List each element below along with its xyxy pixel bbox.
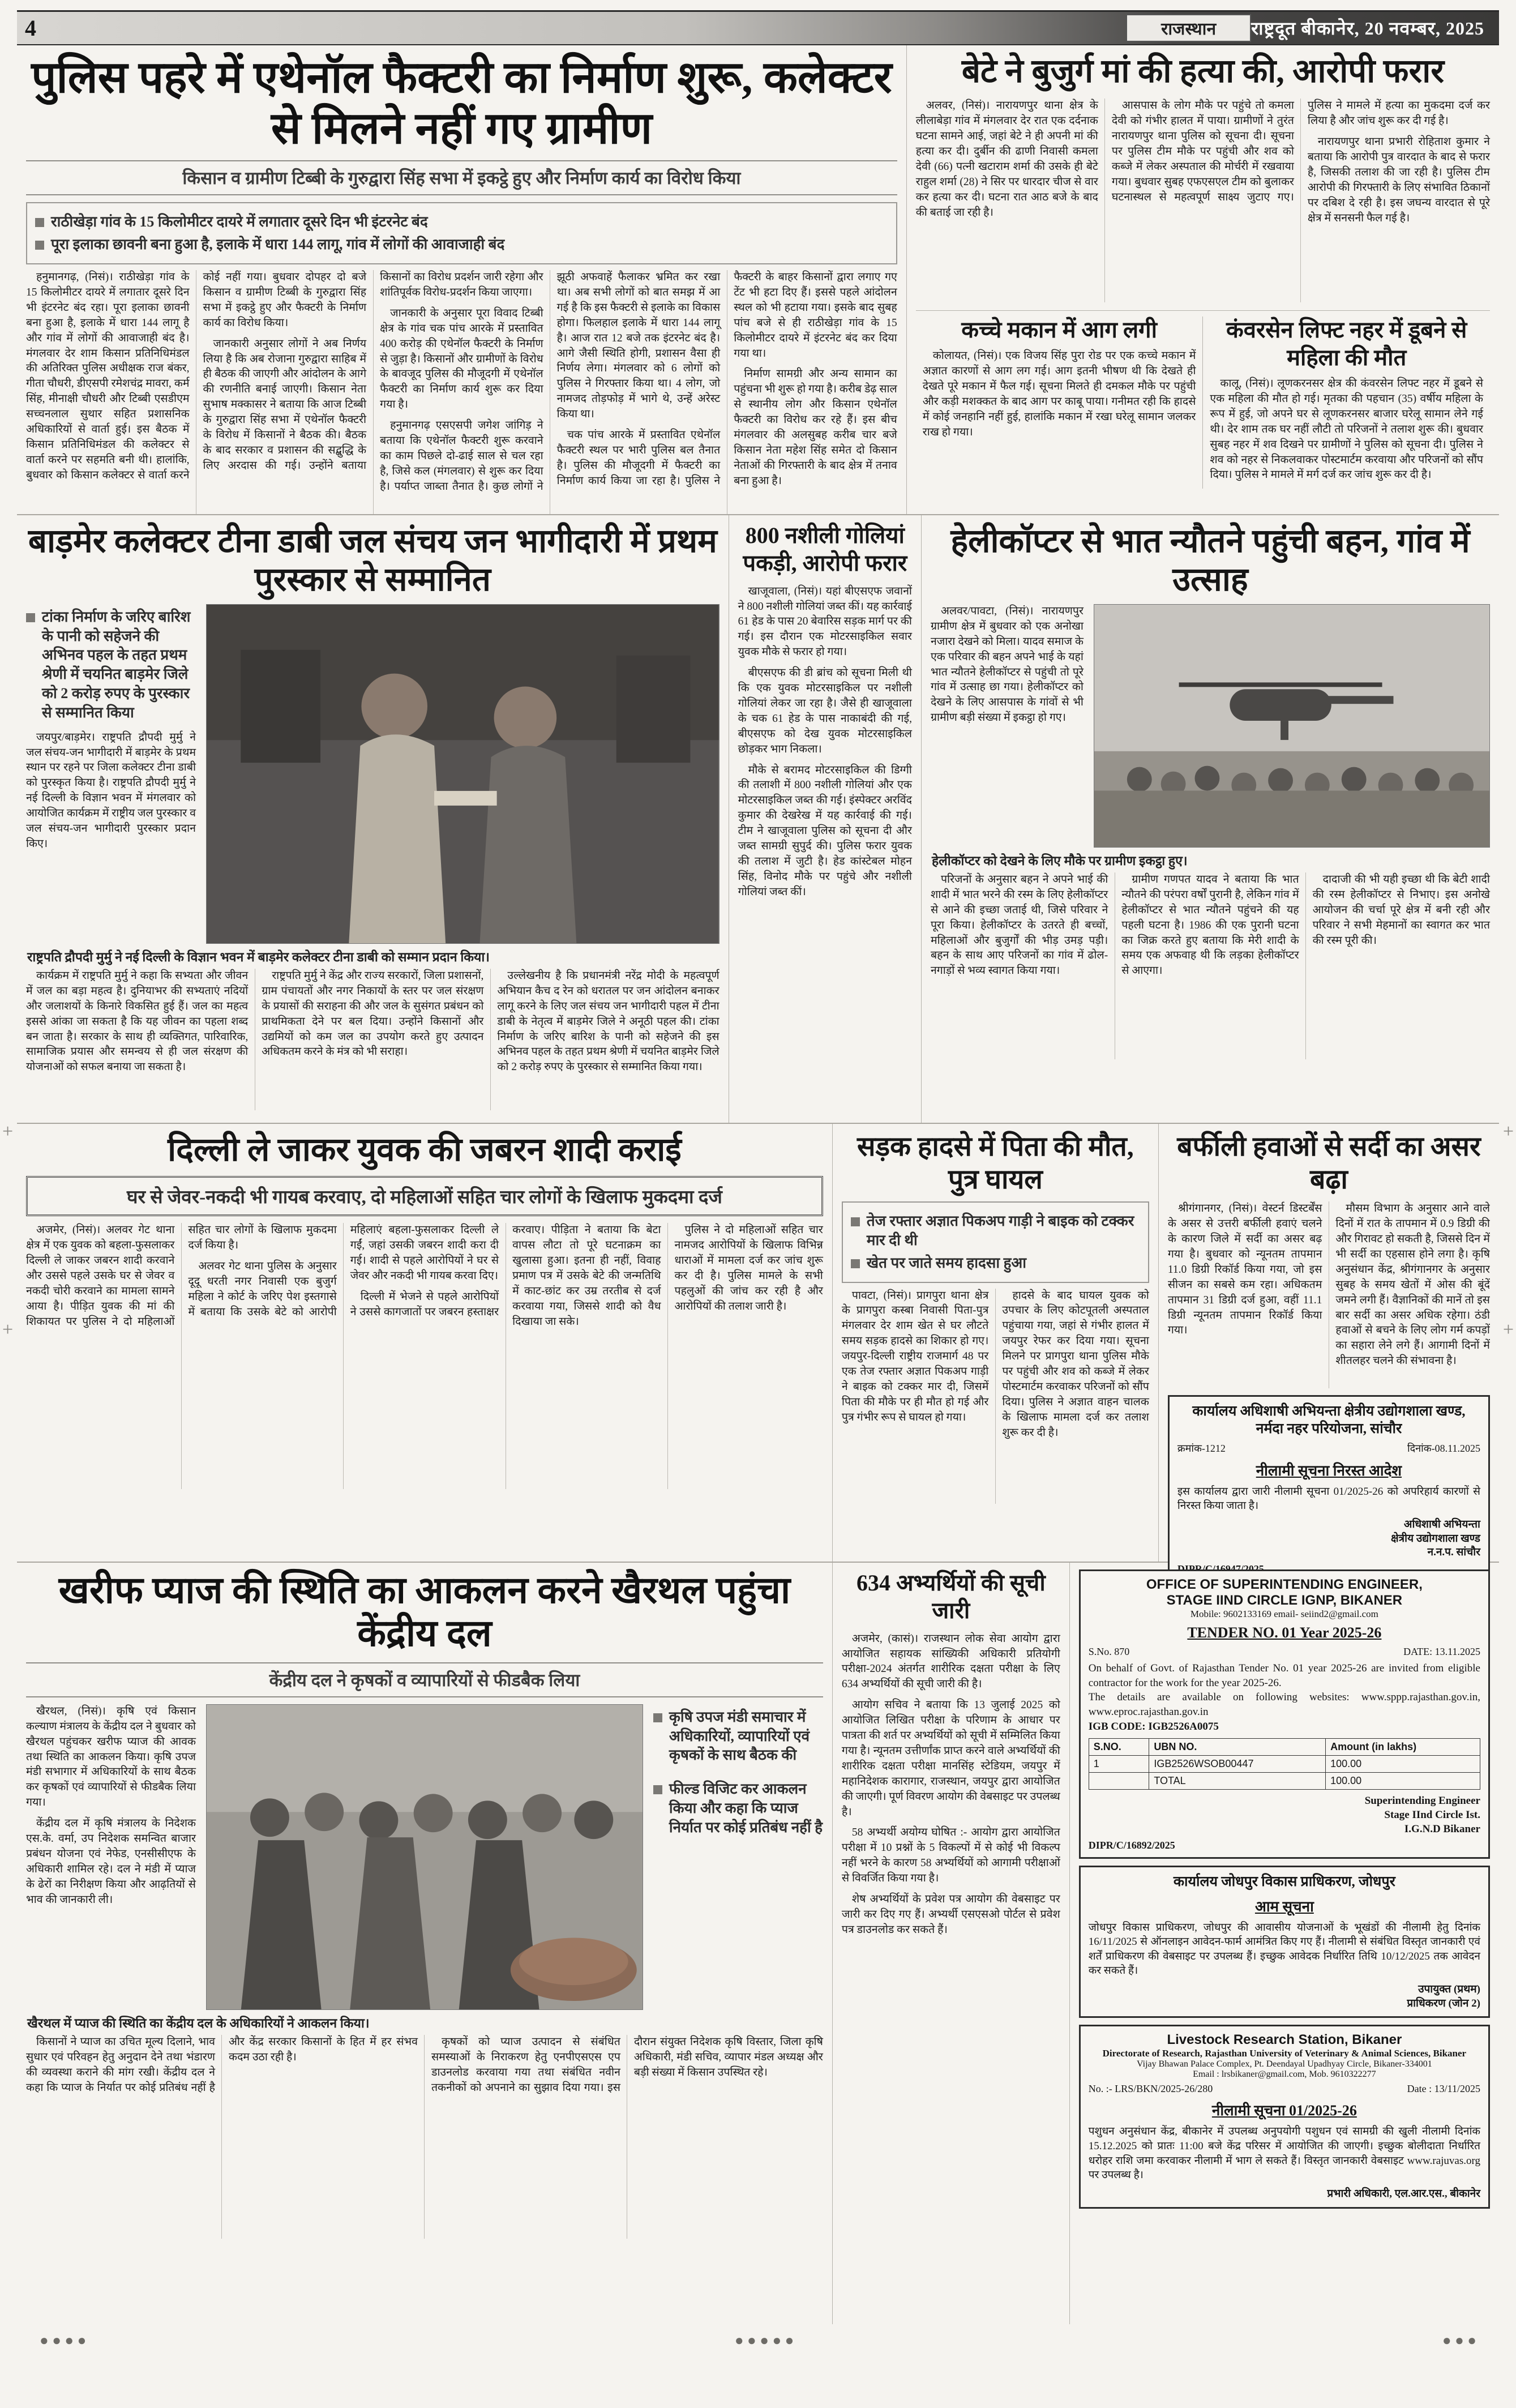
table-header: S.NO.	[1089, 1739, 1149, 1756]
article-ethanol-factory	[17, 45, 906, 514]
paragraph: दादाजी की भी यही इच्छा थी कि बेटी शादी की रस्म हेलीकॉप्टर से निभाए। इस अनोखे आयोजन की चर्चा पूरे क्षेत्र में बनी रही और परिवार ने सभी मेहमानों का स्वागत कर भात की रस्म पूरी की।	[1312, 873, 1490, 947]
paragraph: बीएसएफ की डी ब्रांच को सूचना मिली थी कि एक युवक मोटरसाइकिल पर नशीली गोलियां लेकर जा रहा है। जैसे ही खाजूवाला के चक 61 हेड के पास नाकाबंदी की गई, बीएसएफ को देख युवक मोटरसाइकिल छोड़कर भाग निकला।	[738, 667, 912, 755]
bullet-square-icon	[851, 1259, 860, 1268]
paragraph: पुलिस ने दो महिलाओं सहित चार नामजद आरोपियों के खिलाफ विभिन्न धाराओं में मामला दर्ज कर जांच शुरू कर दी है। पुलिस मामले के सभी पहलुओं की जांच कर रही है और आरोपियों की तलाश जारी है।	[674, 1224, 823, 1312]
notice-signature: प्रभारी अधिकारी, एल.आर.एस., बीकानेर	[1327, 2188, 1480, 2200]
paragraph: आसपास के लोग मौके पर पहुंचे तो कमला देवी को गंभीर हालत में पाया। ग्रामीणों ने तुरंत नारायणपुर थाना पुलिस को सूचना दी। सूचना पर पुलिस टीम मौके पर पहुंची और शव को कब्जे में लेकर अस्पताल की मोर्चरी में रखवाया गया। बुधवार सुबह एफएसएल टीम को बुलाकर घटनास्थल से महत्वपूर्ण साक्ष्य जुटाए गए। पुलिस ने मामले में हत्या का मुकदमा दर्ज कर लिया है और जांच शुरू कर दी गई है।	[1111, 100, 1490, 203]
paragraph: नारायणपुर थाना प्रभारी रोहिताश कुमार ने बताया कि आरोपी पुत्र वारदात के बाद से फरार है, जिसकी तलाश की जा रही है। पुलिस टीम आरोपी की गिरफ्तारी के लिए संभावित ठिकानों पर दबिश दे रही है। इस जघन्य वारदात से पूरे क्षेत्र में सनसनी फैल गई है।	[1307, 136, 1490, 224]
award-photo-illustration	[207, 605, 719, 943]
notice-date: DATE: 13.11.2025	[1403, 1646, 1480, 1657]
notice-column	[1069, 1563, 1499, 2324]
article-subhead: घर से जेवर-नकदी भी गायब करवाए, दो महिलाओं सहित चार लोगों के खिलाफ मुकदमा दर्ज	[26, 1176, 823, 1216]
notice-office: OFFICE OF SUPERINTENDING ENGINEER,	[1146, 1577, 1423, 1592]
bullet-square-icon	[653, 1785, 662, 1794]
table-cell: IGB2526WSOB00447	[1149, 1756, 1326, 1773]
notice-contact: Mobile: 9602133169 email- seiind2@gmail.com	[1190, 1609, 1378, 1619]
paragraph: ग्रामीण गणपत यादव ने बताया कि भात न्यौतने की परंपरा वर्षों पुरानी है, लेकिन गांव में हेलीकॉप्टर से भात न्यौतने पहुंचने की यह पहली घटना है। 1986 की एक पुरानी घटना का जिक्र करते हुए बताया कि मेरी शादी के समय एक अफवाह थी कि लड़का हेलीकॉप्टर से आएगा।	[1121, 873, 1299, 977]
paragraph: मौके से बरामद मोटरसाइकिल की डिग्गी की तलाशी में 800 नशीली गोलियां और एक मोटरसाइकिल जब्त की गई। इंस्पेक्टर अरविंद कुमार की देखरेख में यह कार्रवाई की गई। टीम ने खाजूवाला पुलिस को सूचना दी और जब्त सामग्री सुपुर्द की। पुलिस फरार युवक की तलाश में जुटी है। हेड कांस्टेबल मोहन सिंह, विनोद मौके पर पहुंचे और नशीली गोलियां जब्त कीं।	[738, 764, 912, 898]
highlight-item	[35, 212, 888, 232]
notice-signature: क्षेत्रीय उद्योगशाला खण्ड	[1391, 1532, 1480, 1545]
notice-dipr-number: DIPR/C/16892/2025	[1088, 1840, 1175, 1851]
notice-office: कार्यालय जोधपुर विकास प्राधिकरण, जोधपुर	[1173, 1874, 1395, 1890]
highlight-item	[653, 1708, 823, 1765]
bullet-square-icon	[26, 613, 35, 622]
table-cell: 1	[1089, 1756, 1149, 1773]
paragraph: खाजूवाला, (निसं)। यहां बीएसएफ जवानों ने 800 नशीली गोलियां जब्त कीं। यह कार्रवाई 61 हेड के पास 20 बेवारिस सड़क मार्ग पर की गई। इस दौरान एक मोटरसाइकिल सवार युवक मौके से फरार हो गया।	[738, 585, 912, 658]
highlight-box	[26, 202, 897, 264]
table-cell: TOTAL	[1149, 1773, 1326, 1790]
highlight-column	[26, 604, 196, 944]
article-body	[1168, 1201, 1490, 1388]
paragraph: दिल्ली में भेजने से पहले आरोपियों ने उससे कागजातों पर जबरन हस्ताक्षर करवाए। पीड़िता ने बताया कि बेटा वापस लौटा तो पूरे घटनाक्रम का खुलासा हुआ। इतना ही नहीं, विवाह प्रमाण पत्र में उसके बेटे की जन्मतिथि में काट-छांट कर उम्र तरतीब से दर्ज करवाया गया, जिससे शादी को वैध दिखाया जा सके।	[350, 1224, 661, 1328]
paragraph: खैरथल, (निसं)। कृषि एवं किसान कल्याण मंत्रालय के केंद्रीय दल ने बुधवार को खैरथल पहुंचकर खरीफ प्याज की आवक तथा स्थिति का आकलन किया। कृषि उपज मंडी सभागार में अधिकारियों के साथ बैठक कर कृषकों एवं व्यापारियों से फीडबैक लिया गया।	[26, 1705, 196, 1809]
notice-title: TENDER NO. 01 Year 2025-26	[1187, 1624, 1382, 1641]
bullet-square-icon	[851, 1217, 860, 1226]
paragraph: अजमेर, (कासं)। राजस्थान लोक सेवा आयोग द्वारा आयोजित सहायक सांख्यिकी अधिकारी प्रतियोगी परीक्षा-2024 अंतर्गत शारीरिक दक्षता परीक्षा के लिए 634 अभ्यर्थियों की सूची जारी की है।	[841, 1632, 1060, 1691]
table-row	[1089, 1756, 1480, 1773]
right-column-row3	[1158, 1124, 1499, 1562]
notice-office: STAGE IIND CIRCLE IGNP, BIKANER	[1166, 1593, 1403, 1608]
paragraph: चक पांच आरके में प्रस्तावित एथेनॉल फैक्टरी स्थल पर भारी पुलिस बल तैनात है। पुलिस की मौजूदगी में फैक्टरी का निर्माण कार्य किया जा रहा है। पुलिस ने फैक्टरी के बाहर किसानों द्वारा लगाए गए टेंट भी हटा दिए हैं। इससे पहले आंदोलन स्थल को भी हटाया गया। इसके बाद सुबह पांच बजे से ही राठीखेड़ा गांव के 15 किलोमीटर दायरे में इंटरनेट बंद कर दिया गया था।	[556, 271, 897, 487]
notice-signature: उपायुक्त (प्रथम)	[1418, 1983, 1480, 1996]
paragraph: आयोग सचिव ने बताया कि 13 जुलाई 2025 को आयोजित लिखित परीक्षा के परिणाम के आधार पर पात्रता की शर्त पर अभ्यर्थियों को सूची में सम्मिलित किया गया है। न्यूनतम उत्तीर्णांक प्राप्त करने वाले अभ्यर्थियों की शारीरिक दक्षता परीक्षा मानसिंह स्टेडियम, जयपुर में महानिदेशक कारागार, राजस्थान, जयपुर द्वारा आयोजित की जाएगी। पूर्ण विवरण आयोग की वेबसाइट पर उपलब्ध है।	[841, 1699, 1060, 1818]
bullet-square-icon	[35, 241, 44, 250]
notice-signature: अधिशाषी अभियन्ता	[1403, 1518, 1480, 1530]
notice-jodhpur-development	[1079, 1866, 1490, 2018]
notice-sanchore-cancellation	[1168, 1395, 1490, 1582]
article-body	[738, 584, 912, 900]
article-house-fire	[916, 316, 1203, 489]
article-body	[1210, 377, 1483, 483]
table-row	[1089, 1773, 1480, 1790]
article-forced-marriage	[17, 1124, 832, 1562]
photo-caption: राष्ट्रपति द्रौपदी मुर्मु ने नई दिल्ली के विज्ञान भवन में बाड़मेर कलेक्टर टीना डाबी को सम्मान प्रदान किया।	[27, 949, 490, 964]
paragraph: अलवर/पावटा, (निसं)। नारायणपुर ग्रामीण क्षेत्र में बुधवार को एक अनोखा नजारा देखने को मिला। यादव समाज के एक परिवार की बहन अपने भाई के यहां भात न्यौतने हेलीकॉप्टर से पहुंची तो पूरे गांव में उत्साह छा गया। हेलीकॉप्टर को देखने के लिए आसपास के गांवों से भी ग्रामीण बड़ी संख्या में इकट्ठा हो गए।	[930, 605, 1084, 724]
photo-caption: हेलीकॉप्टर को देखने के लिए मौके पर ग्रामीण इकट्ठा हुए।	[931, 853, 1188, 868]
paragraph: निर्माण सामग्री और अन्य सामान का पहुंचना भी शुरू हो गया है। करीब डेढ़ साल से स्थानीय लोग और किसान एथेनॉल फैक्टरी का विरोध कर रहे हैं। इस बीच मंगलवार की अलसुबह करीब चार बजे किसान नेता महेश सिंह समेत दो किसान नेताओं की गिरफ्तारी के बाद क्षेत्र में तनाव बना हुआ है।	[734, 368, 897, 487]
article-body-continued	[26, 969, 720, 1110]
notice-ref: क्रमांक-1212	[1177, 1442, 1226, 1454]
article-candidates-list	[832, 1563, 1069, 2324]
article-body-continued	[26, 2035, 823, 2239]
paragraph: अलवर गेट थाना पुलिस के अनुसार दूदू धरती नगर निवासी एक बुजुर्ग महिला ने कोर्ट के जरिए पेश इस्तगासे में बताया कि उसके बेटे को आरोपी महिलाएं बहला-फुसलाकर दिल्ली ले गईं, जहां उसकी जबरन शादी करा दी गई। शादी से पहले आरोपियों ने घर से जेवर और नकदी भी गायब करवा दिए।	[188, 1224, 499, 1318]
highlight-text: राठीखेड़ा गांव के 15 किलोमीटर दायरे में लगातार दूसरे दिन भी इंटरनेट बंद	[51, 213, 428, 230]
paragraph: परिजनों के अनुसार बहन ने अपने भाई की शादी में भात भरने की रस्म के लिए हेलीकॉप्टर से आने की इच्छा जताई थी, जिसे परिवार ने पूरा किया। हेलीकॉप्टर के उतरते ही बच्चों, महिलाओं और बुजुर्गों की भीड़ उमड़ पड़ी। बहन के साथ आए परिजनों का गांव में ढोल-नगाड़ों से भव्य स्वागत किया गया।	[930, 873, 1108, 977]
highlight-item	[653, 1780, 823, 1837]
article-body	[916, 99, 1490, 302]
article-tina-dabi-award	[17, 515, 729, 1123]
photo-award-ceremony	[206, 604, 720, 944]
article-headline: पुलिस पहरे में एथेनॉल फैक्टरी का निर्माण शुरू, कलेक्टर से मिलने नहीं गए ग्रामीण	[31, 53, 892, 153]
helicopter-photo-illustration	[1094, 605, 1489, 847]
paragraph: जानकारी अनुसार लोगों ने अब निर्णय लिया है कि अब रोजाना गुरुद्वारा साहिब में ही बैठक की जाएगी और आंदोलन के आगे की रणनीति बनाई जाएगी। किसान नेता सुभाष मक्कासर ने बताया कि आज टिब्बी के गुरुद्वारा सिंह सभा में एथेनॉल फैक्टरी के विरोध में किसानों ने बैठक की। बैठक के बाद सरकार व प्रशासन की सद्बुद्धि के लिए अरदास की गई। उन्होंने बताया किसानों का विरोध प्रदर्शन जारी रहेगा और शांतिपूर्वक विरोध-प्रदर्शन किया जाएगा।	[203, 271, 543, 472]
article-subhead: किसान व ग्रामीण टिब्बी के गुरुद्वारा सिंह सभा में इकट्ठे हुए और निर्माण कार्य का विरोध किया	[26, 160, 897, 195]
notice-office: Livestock Research Station, Bikaner	[1167, 2032, 1402, 2048]
section-title: राजस्थान	[1126, 14, 1251, 42]
page-number: 4	[25, 15, 36, 41]
photo-onion-market-visit	[206, 1704, 643, 2010]
notice-body: जोधपुर विकास प्राधिकरण, जोधपुर की आवासीय योजनाओं के भूखंडों की नीलामी हेतु दिनांक 16/11/2025 से ऑनलाइन आवेदन-फार्म आमंत्रित किए गए हैं। नीलामी से संबंधित विस्तृत जानकारी एवं शर्तें प्राधिकरण की वेबसाइट पर उपलब्ध हैं। इच्छुक आवेदक निर्धारित तिथि 10/12/2025 तक आवेदन कर सकते हैं।	[1088, 1921, 1480, 1977]
table-cell	[1089, 1773, 1149, 1790]
notice-signature: न.न.प. सांचौर	[1427, 1546, 1480, 1559]
article-body	[26, 730, 196, 852]
article-headline: दिल्ली ले जाकर युवक की जबरन शादी कराई	[168, 1131, 682, 1168]
table-cell: 100.00	[1326, 1773, 1480, 1790]
notice-signature: I.G.N.D Bikaner	[1404, 1823, 1480, 1835]
paragraph: अजमेर, (निसं)। अलवर गेट थाना क्षेत्र में एक युवक को बहला-फुसलाकर दिल्ली ले जाकर जबरन शादी करवाने और उससे पहले उसके घर से जेवर व नकदी चोरी करवाने का मामला सामने आया है। पीड़ित युवक की मां की शिकायत पर पुलिस ने दो महिलाओं सहित चार लोगों के खिलाफ मुकदमा दर्ज किया है।	[26, 1224, 337, 1328]
highlight-text: टांका निर्माण के जरिए बारिश के पानी को सहेजने की अभिनव पहल के तहत प्रथम श्रेणी में चयनित बाड़मेर जिले को 2 करोड़ रुपए के पुरस्कार से सम्मानित किया	[42, 608, 191, 721]
article-body	[923, 349, 1196, 440]
article-body	[26, 1223, 823, 1489]
article-headline: बाड़मेर कलेक्टर टीना डाबी जल संचय जन भागीदारी में प्रथम पुरस्कार से सम्मानित	[28, 523, 717, 598]
article-cold-wave	[1168, 1131, 1490, 1388]
paragraph: कार्यक्रम में राष्ट्रपति मुर्मु ने कहा कि सभ्यता और जीवन में जल का बड़ा महत्व है। दुनियाभर की सभ्यताएं नदियों और जलाशयों के किनारे विकसित हुई हैं। जल का महत्व इससे आंका जा सकता है कि यह जीवन का पहला शब्द बन जाता है। सरकार के साथ ही व्यक्तिगत, पारिवारिक, सामाजिक प्रयास और समन्वय से ही जल संरक्षण की योजनाओं को सफल बनाया जा सकता है।	[26, 969, 249, 1073]
notice-serial: S.No. 870	[1088, 1646, 1130, 1657]
notice-igb-code: IGB CODE: IGB2526A0075	[1088, 1720, 1219, 1733]
article-headline: कच्चे मकान में आग लगी	[961, 317, 1157, 343]
paragraph: हनुमानगढ़, (निसं)। राठीखेड़ा गांव के 15 किलोमीटर दायरे में लगातार दूसरे दिन भी इंटरनेट बंद रहा। पूरा इलाका छावनी बना हुआ है, इलाके में धारा 144 लागू है और गांव में लोगों की आवाजाही बंद है। मंगलवार देर शाम किसान प्रतिनिधिमंडल की अतिरिक्त पुलिस अधीक्षक राज बंकर, गीता चौधरी, डीएसपी रमेशचंद्र मावरा, कर्म सिंह, मीनाक्षी चौधरी और टिब्बी एसडीएम सच्चनलाल सुथार सहित प्रशासनिक अधिकारियों से वार्ता हुई। इस बैठक में किसान प्रतिनिधिमंडल की कलेक्टर से वार्ता करने पर सहमति बनी थी। हालांकि, बुधवार को किसान कलेक्टर से वार्ता करने कोई नहीं गया। बुधवार दोपहर दो बजे किसान व ग्रामीण टिब्बी के गुरुद्वारा सिंह सभा में इकट्ठे हुए और फैक्टरी के निर्माण कार्य का विरोध किया।	[26, 271, 367, 481]
edition-date: राष्ट्रदूत बीकानेर, 20 नवम्बर, 2025	[1251, 18, 1484, 39]
notice-ignp-tender	[1079, 1569, 1490, 1859]
article-headline: 634 अभ्यर्थियों की सूची जारी	[856, 1570, 1046, 1623]
notice-date: दिनांक-08.11.2025	[1407, 1442, 1480, 1454]
notice-signature: प्राधिकरण (जोन 2)	[1407, 1997, 1480, 2009]
article-headline: कंवरसेन लिफ्ट नहर में डूबने से महिला की मौत	[1226, 317, 1467, 371]
notice-contact: Email : lrsbikaner@gmail.com, Mob. 9610322277	[1193, 2069, 1376, 2080]
paragraph: जयपुर/बाड़मेर। राष्ट्रपति द्रौपदी मुर्मु ने जल संचय-जन भागीदारी में बाड़मेर के प्रथम स्थान पर रहने पर जिला कलेक्टर टीना डाबी को पुरस्कृत किया है। राष्ट्रपति द्रौपदी मुर्मु ने नई दिल्ली के विज्ञान भवन में मंगलवार को आयोजित कार्यक्रम में राष्ट्रीय जल पुरस्कार व जल संचय-जन भागीदारी पुरस्कार प्रदान किए।	[26, 731, 196, 850]
table-cell: 100.00	[1326, 1756, 1480, 1773]
article-body	[931, 604, 1084, 848]
article-body	[26, 1704, 196, 2010]
article-body	[842, 1632, 1060, 1938]
highlight-item	[26, 608, 196, 722]
registration-mark: +	[1502, 1121, 1514, 1142]
article-helicopter-bhaat	[921, 515, 1499, 1123]
notice-title: नीलामी सूचना 01/2025-26	[1211, 2102, 1357, 2119]
paragraph: कोलायत, (निसं)। एक विजय सिंह पुरा रोड पर एक कच्चे मकान में अज्ञात कारणों से आग लग गई। आग इतनी भीषण थी कि देखते ही देखते पूरे मकान में फैल गई। सूचना मिलते ही दमकल मौके पर पहुंची और कड़ी मशक्कत के बाद आग पर काबू पाया। गनीमत रही कि हादसे में कोई जनहानि नहीं हुई, हालांकि मकान में रखा घरेलू सामान जलकर राख हो गया।	[922, 350, 1196, 438]
notice-body: On behalf of Govt. of Rajasthan Tender No. 01 year 2025-26 are invited from eligible contractor for the work for the year 2025-26.	[1088, 1662, 1480, 1689]
highlight-item	[851, 1212, 1140, 1250]
article-headline: 800 नशीली गोलियां पकड़ी, आरोपी फरार	[743, 523, 907, 576]
print-registration-dots: ● ● ● ● ●	[734, 2332, 794, 2349]
notice-ref: No. :- LRS/BKN/2025-26/280	[1088, 2083, 1213, 2095]
notice-signature: Stage IInd Circle Ist.	[1384, 1808, 1480, 1821]
article-road-accident	[832, 1124, 1158, 1562]
notice-department: Directorate of Research, Rajasthan University of Veterinary & Animal Sciences, Bikaner	[1102, 2048, 1467, 2059]
notice-office: कार्यालय अधिशाषी अभियन्ता क्षेत्रीय उद्योगशाला खण्ड, नर्मदा नहर परियोजना, सांचौर	[1192, 1404, 1466, 1437]
article-headline: बेटे ने बुजुर्ग मां की हत्या की, आरोपी फरार	[961, 53, 1444, 89]
article-headline: बर्फीली हवाओं से सर्दी का असर बढ़ा	[1177, 1132, 1481, 1195]
paragraph: श्रीगंगानगर, (निसं)। वेस्टर्न डिस्टर्बेंस के असर से उत्तरी बर्फीली हवाएं चलने के कारण जिले में सर्दी का असर बढ़ गया है। बुधवार को न्यूनतम तापमान 11.0 डिग्री रिकॉर्ड किया गया, जो इस सीजन का सबसे कम रहा। अधिकतम तापमान 31 डिग्री दर्ज हुआ, वहीं 11.1 डिग्री न्यूनतम तापमान रिकॉर्ड किया गया।	[1167, 1203, 1322, 1337]
bullet-square-icon	[653, 1713, 662, 1722]
article-body-continued	[931, 872, 1490, 1059]
paragraph: हादसे के बाद घायल युवक को उपचार के लिए कोटपूतली अस्पताल पहुंचाया गया, जहां से गंभीर हालत में जयपुर रेफर कर दिया गया। सूचना मिलने पर प्रागपुरा थाना पुलिस मौके पर पहुंची और शव को कब्जे में लेकर पोस्टमार्टम करवाकर परिजनों को सौंप दिया। पुलिस ने अज्ञात वाहन चालक के खिलाफ मामला दर्ज कर तलाश शुरू कर दी है।	[1002, 1289, 1149, 1439]
article-headline: सड़क हादसे में पिता की मौत, पुत्र घायल	[857, 1132, 1134, 1195]
photo-helicopter-crowd	[1094, 604, 1490, 848]
table-header: Amount (in lakhs)	[1326, 1739, 1480, 1756]
paragraph: कृषकों को प्याज उत्पादन से संबंधित समस्याओं के निराकरण हेतु एनपीएसएस एप डाउनलोड करवाया गया तथा संबंधित नवीन तकनीकों को अपनाने का सुझाव दिया गया। इस दौरान संयुक्त निदेशक कृषि विस्तार, जिला कृषि अधिकारी, मंडी सचिव, व्यापार मंडल अध्यक्ष और बड़ी संख्या में किसान उपस्थित रहे।	[431, 2035, 823, 2094]
page-header	[17, 10, 1499, 45]
paragraph: कालू, (निसं)। लूणकरनसर क्षेत्र की कंवरसेन लिफ्ट नहर में डूबने से एक महिला की मौत हो गई। मृतका की पहचान (35) वर्षीय महिला के रूप में हुई, जो अपने घर से लूणकरनसर बाजार घरेलू सामान लेने गई थी। देर शाम तक घर नहीं लौटी तो परिजनों ने तलाश शुरू की। बुधवार सुबह नहर में शव दिखने पर ग्रामीणों ने पुलिस को सूचना दी। पुलिस ने शव को नहर से निकलवाकर पोस्टमार्टम करवाया और परिजनों को सौंप दिया। पुलिस ने मामले में मर्ग दर्ज कर जांच शुरू कर दी है।	[1210, 378, 1483, 481]
article-headline: हेलीकॉप्टर से भात न्यौतने पहुंची बहन, गांव में उत्साह	[950, 523, 1470, 598]
notice-body: इस कार्यालय द्वारा जारी नीलामी सूचना 01/2025-26 को अपरिहार्य कारणों से निरस्त किया जाता है।	[1177, 1485, 1480, 1512]
notice-livestock-auction	[1079, 2025, 1490, 2208]
paragraph: अलवर, (निसं)। नारायणपुर थाना क्षेत्र के लीलाबेड़ा गांव में मंगलवार देर रात एक दर्दनाक घटना सामने आई, जहां बेटे ने ही अपनी मां की हत्या कर दी। दुर्बीन की ढाणी निवासी कमला देवी (66) पत्नी खटाराम शर्मा की उसके ही बेटे राहुल शर्मा (28) ने सिर पर धारदार चीज से वार कर हत्या कर दी। घटना रात आठ बजे के बाद की बताई जा रही है।	[915, 100, 1098, 219]
table-header: UBN NO.	[1149, 1739, 1326, 1756]
paragraph: शेष अभ्यर्थियों के प्रवेश पत्र आयोग की वेबसाइट पर जारी कर दिए गए हैं। अभ्यर्थी एसएसओ पोर्टल से प्रवेश पत्र डाउनलोड कर सकते हैं।	[841, 1893, 1060, 1936]
highlight-item	[35, 235, 888, 254]
highlight-text: फील्ड विजिट कर आकलन किया और कहा कि प्याज निर्यात पर कोई प्रतिबंध नहीं है	[669, 1781, 823, 1836]
article-body	[842, 1289, 1149, 1504]
highlight-text: पूरा इलाका छावनी बना हुआ है, इलाके में धारा 144 लागू, गांव में लोगों की आवाजाही बंद	[51, 236, 505, 253]
notice-signature: Superintending Engineer	[1364, 1795, 1480, 1807]
bullet-square-icon	[35, 218, 44, 227]
photo-caption: खैरथल में प्याज की स्थिति का केंद्रीय दल के अधिकारियों ने आकलन किया।	[27, 2016, 370, 2030]
notice-body: पशुधन अनुसंधान केंद्र, बीकानेर में उपलब्ध अनुपयोगी पशुधन एवं सामग्री की खुली नीलामी दिनांक 15.12.2025 को प्रातः 11:00 बजे केंद्र परिसर में आयोजित की जाएगी। इच्छुक बोलीदाता निर्धारित धरोहर राशि जमा करवाकर नीलामी में भाग ले सकते हैं। विस्तृत जानकारी वेबसाइट www.rajuvas.org पर उपलब्ध है।	[1088, 2125, 1480, 2182]
paragraph: उल्लेखनीय है कि प्रधानमंत्री नरेंद्र मोदी के महत्वपूर्ण अभियान कैच द रेन को धरातल पर जन आंदोलन बनाकर लागू करने के लिए जल संचय जन भागीदारी पहल में टीना डाबी के नेतृत्व में बाड़मेर जिले ने अनूठी पहल की। टांका निर्माण के जरिए बारिश के पानी को सहेजने की इस अभिनव पहल के तहत प्रथम श्रेणी में चयनित बाड़मेर जिले को 2 करोड़ रुपए के पुरस्कार से सम्मानित किया गया।	[497, 969, 720, 1073]
article-onion-assessment	[17, 1563, 832, 2324]
article-subhead: केंद्रीय दल ने कृषकों व व्यापारियों से फीडबैक लिया	[26, 1662, 823, 1697]
article-drug-pills-seized	[729, 515, 921, 1123]
paragraph: जानकारी के अनुसार पूरा विवाद टिब्बी क्षेत्र के गांव चक पांच आरके में प्रस्तावित 400 करोड़ की एथेनॉल फैक्टरी के निर्माण से जुड़ा है। किसानों और ग्रामीणों के विरोध के बावजूद पुलिस की मौजूदगी में एथेनॉल फैक्टरी का निर्माण कार्य शुरू कर दिया गया है।	[380, 307, 543, 411]
highlight-item	[851, 1254, 1140, 1273]
paragraph: हनुमानगढ़ एसएसपी जगेश जांगिड़ ने बताया कि एथेनॉल फैक्टरी शुरू करवाने का काम पिछले दो-ढाई साल से चल रहा है, जिसे कल (मंगलवार) से शुरू कर दिया है। पर्याप्त जाब्ता तैनात है। कुछ लोगों ने झूठी अफवाहें फैलाकर भ्रमित कर रखा था। अब सभी लोगों को बात समझ में आ गई है कि इस फैक्टरी से इलाके का विकास होगा। फिलहाल इलाके में धारा 144 लागू है। आज रात 12 बजे तक इंटरनेट बंद है। आगे जैसी स्थिति होगी, प्रशासन वैसा ही निर्णय लेगा। मंगलवार को 6 लोगों को पुलिस ने गिरफ्तार किया था। 4 लोग, जो नामजद तोड़फोड़ में भागे थे, उन्हें अरेस्ट किया था।	[380, 271, 721, 493]
registration-mark: +	[2, 1319, 14, 1340]
notice-date: Date : 13/11/2025	[1407, 2083, 1480, 2095]
tender-table	[1089, 1738, 1480, 1790]
paragraph: मौसम विभाग के अनुसार आने वाले दिनों में रात के तापमान में 0.9 डिग्री की और गिरावट हो सकती है, जिससे दिन में भी सर्दी का एहसास होने लगा है। कृषि अनुसंधान केंद्र, श्रीगंगानगर के अनुसार सुबह के समय खेतों में ओस की बूंदें जमने लगी हैं। वैज्ञानिकों की मानें तो इस बार सर्दी का असर अधिक रहेगा। ठंडी हवाओं से बचने के लिए लोग गर्म कपड़ों का सहारा लेने लगे हैं। आगामी दिनों में शीतलहर चलने की संभावना है।	[1335, 1203, 1490, 1367]
highlight-column	[653, 1704, 823, 2010]
highlight-text: तेज रफ्तार अज्ञात पिकअप गाड़ी ने बाइक को टक्कर मार दी थी	[866, 1213, 1134, 1248]
notice-title: नीलामी सूचना निरस्त आदेश	[1256, 1462, 1402, 1479]
registration-mark: +	[2, 1121, 14, 1142]
article-headline: खरीफ प्याज की स्थिति का आकलन करने खैरथल पहुंचा केंद्रीय दल	[58, 1570, 791, 1654]
article-body	[26, 270, 897, 514]
notice-websites: The details are available on following websites: www.sppp.rajasthan.gov.in, www.eproc.rajasthan.gov.in	[1088, 1691, 1480, 1718]
paragraph: किसानों ने प्याज का उचित मूल्य दिलाने, भाव सुधार एवं परिवहन हेतु अनुदान देने तथा भंडारण की व्यवस्था कराने की मांग रखी। केंद्रीय दल ने कहा कि प्याज के निर्यात पर कोई प्रतिबंध नहीं है और केंद्र सरकार किसानों के हित में हर संभव कदम उठा रही है।	[26, 2035, 418, 2094]
print-registration-dots: ● ● ●	[1442, 2332, 1476, 2349]
notice-address: Vijay Bhawan Palace Complex, Pt. Deendayal Upadhyay Circle, Bikaner-334001	[1137, 2059, 1432, 2069]
paragraph: पावटा, (निसं)। प्रागपुरा थाना क्षेत्र के प्रागपुरा कस्बा निवासी पिता-पुत्र मंगलवार देर शाम खेत से घर लौटते समय सड़क हादसे का शिकार हो गए। जयपुर-दिल्ली राष्ट्रीय राजमार्ग 48 पर एक तेज रफ्तार अज्ञात पिकअप गाड़ी ने बाइक को टक्कर मार दी, जिसमें पिता की मौके पर ही मौत हो गई और पुत्र गंभीर रूप से घायल हो गया।	[841, 1289, 989, 1423]
notice-title: आम सूचना	[1254, 1898, 1314, 1915]
paragraph: केंद्रीय दल में कृषि मंत्रालय के निदेशक एस.के. वर्मा, उप निदेशक समन्वित बाजार प्रबंधन योजना एवं नेफेड, एनसीसीएफ के अधिकारी शामिल रहे। दल ने मंडी में प्याज के ढेरों का निरीक्षण किया और आढ़तियों से भाव की जानकारी ली।	[26, 1817, 196, 1906]
article-canal-drowning	[1202, 316, 1490, 489]
highlight-text: कृषि उपज मंडी समाचार में अधिकारियों, व्यापारियों एवं कृषकों के साथ बैठक की	[669, 1708, 810, 1764]
highlight-text: खेत पर जाते समय हादसा हुआ	[866, 1254, 1026, 1271]
article-mother-murder	[906, 45, 1499, 514]
paragraph: 58 अभ्यर्थी अयोग्य घोषित :- आयोग द्वारा आयोजित परीक्षा में 10 प्रश्नों के 5 विकल्पों में से कोई भी विकल्प नहीं भरने के कारण 58 अभ्यर्थियों को आगामी परीक्षाओं से विवर्जित किया गया है।	[841, 1827, 1060, 1885]
print-registration-dots: ● ● ● ●	[40, 2332, 87, 2349]
highlight-box	[842, 1201, 1149, 1282]
onion-photo-illustration	[207, 1705, 643, 2009]
page-footer	[17, 2324, 1499, 2349]
registration-mark: +	[1502, 1319, 1514, 1340]
paragraph: राष्ट्रपति मुर्मु ने केंद्र और राज्य सरकारों, जिला प्रशासनों, ग्राम पंचायतों और नगर निकायों के स्तर पर जल संरक्षण के प्रयासों की सराहना की और जल के सुसंगत प्रबंधन को प्राथमिकता देने पर बल दिया। उन्होंने किसानों और उद्यमियों को कम जल का उपयोग करते हुए उत्पादन अधिकतम करने के मंत्र को भी सराहा।	[262, 969, 484, 1058]
